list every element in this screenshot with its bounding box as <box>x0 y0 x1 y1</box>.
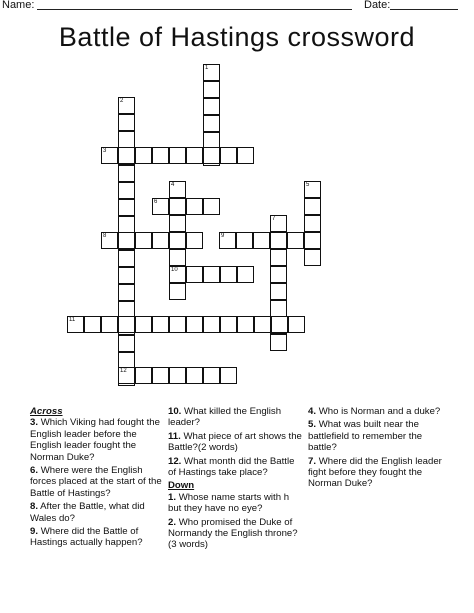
clue-item-number: 3. <box>30 417 39 429</box>
grid-cell[interactable] <box>186 147 203 164</box>
grid-cell[interactable] <box>270 232 287 249</box>
clue-item-text: What killed the English leader? <box>168 406 282 429</box>
grid-cell[interactable] <box>220 266 237 283</box>
grid-cell[interactable] <box>203 266 220 283</box>
grid-cell[interactable] <box>271 316 288 333</box>
clue-item <box>168 517 304 551</box>
grid-cell[interactable] <box>118 165 135 182</box>
grid-cell[interactable] <box>118 250 135 267</box>
clue-item-number: 11. <box>168 430 181 442</box>
grid-cell[interactable] <box>270 334 287 351</box>
clue-number: 4 <box>171 182 175 188</box>
grid-cell[interactable] <box>186 316 203 333</box>
grid-cell[interactable] <box>304 232 321 249</box>
grid-cell[interactable] <box>203 198 220 215</box>
down-heading: Down <box>168 480 195 492</box>
grid-cell[interactable] <box>237 266 254 283</box>
date-label: Date: <box>364 0 391 11</box>
clues-column-3 <box>308 406 446 492</box>
grid-cell[interactable] <box>118 367 135 384</box>
grid-cell[interactable] <box>288 316 305 333</box>
grid-cell[interactable] <box>169 266 186 283</box>
clue-number: 11 <box>69 317 76 323</box>
page-title: Battle of Hastings crossword <box>58 22 416 52</box>
grid-cell[interactable] <box>152 147 169 164</box>
grid-cell[interactable] <box>118 216 135 233</box>
grid-cell[interactable] <box>67 316 84 333</box>
across-heading: Across <box>30 406 63 417</box>
clue-item-number: 9. <box>30 526 39 538</box>
grid-cell[interactable] <box>304 198 321 215</box>
grid-cell[interactable] <box>118 335 135 352</box>
grid-cell[interactable] <box>203 147 220 164</box>
grid-cell[interactable] <box>287 232 304 249</box>
clue-item-text: What was built near the battlefield to remember the battle? <box>308 419 423 454</box>
grid-cell[interactable] <box>220 367 237 384</box>
grid-cell[interactable] <box>237 147 254 164</box>
grid-cell[interactable] <box>203 98 220 115</box>
grid-cell[interactable] <box>304 181 321 198</box>
clue-item-text: Where did the English leader fight before they fought the Norman Duke? <box>308 455 442 490</box>
grid-cell[interactable] <box>169 181 186 198</box>
clue-item <box>30 501 164 524</box>
grid-cell[interactable] <box>152 367 169 384</box>
grid-cell[interactable] <box>118 114 135 131</box>
clue-item <box>30 526 164 549</box>
grid-cell[interactable] <box>236 232 253 249</box>
grid-cell[interactable] <box>101 316 118 333</box>
clue-item <box>30 417 164 463</box>
clue-number: 9 <box>221 233 225 239</box>
grid-cell[interactable] <box>169 232 186 249</box>
grid-cell[interactable] <box>253 232 270 249</box>
grid-cell[interactable] <box>270 283 287 300</box>
grid-cell[interactable] <box>135 367 152 384</box>
grid-cell[interactable] <box>101 147 118 164</box>
clue-item <box>168 456 304 479</box>
grid-cell[interactable] <box>118 284 135 301</box>
clue-item-text: After the Battle, what did Wales do? <box>30 501 145 524</box>
grid-cell[interactable] <box>237 316 254 333</box>
grid-cell[interactable] <box>169 215 186 232</box>
grid-cell[interactable] <box>169 316 186 333</box>
grid-cell[interactable] <box>169 249 186 266</box>
clue-number: 6 <box>154 199 158 205</box>
clue-number: 2 <box>120 98 124 104</box>
clue-number: 3 <box>103 148 107 154</box>
clue-item-number: 12. <box>168 455 182 467</box>
clue-number: 1 <box>205 65 209 71</box>
clue-item-number: 6. <box>30 465 39 477</box>
clue-item <box>30 465 164 499</box>
grid-cell[interactable] <box>186 198 203 215</box>
grid-cell[interactable] <box>152 232 169 249</box>
grid-cell[interactable] <box>220 316 237 333</box>
grid-cell[interactable] <box>118 232 135 249</box>
clues-column-1 <box>30 406 164 551</box>
grid-cell[interactable] <box>118 131 135 148</box>
grid-cell[interactable] <box>169 283 186 300</box>
grid-cell[interactable] <box>101 232 118 249</box>
clue-item-number: 2. <box>168 516 177 528</box>
grid-cell[interactable] <box>186 266 203 283</box>
grid-cell[interactable] <box>270 215 287 232</box>
grid-cell[interactable] <box>118 147 135 164</box>
grid-cell[interactable] <box>203 81 220 98</box>
grid-cell[interactable] <box>152 198 169 215</box>
grid-cell[interactable] <box>203 316 220 333</box>
grid-cell[interactable] <box>304 215 321 232</box>
grid-cell[interactable] <box>219 232 236 249</box>
clue-number: 12 <box>120 368 127 374</box>
grid-cell[interactable] <box>203 367 220 384</box>
clue-item <box>168 492 304 515</box>
clues-column-2 <box>168 406 304 553</box>
grid-cell[interactable] <box>84 316 101 333</box>
clue-item-text: What piece of art shows the Battle?(2 words) <box>168 430 302 454</box>
grid-cell[interactable] <box>135 147 152 164</box>
clue-item-text: Who is Norman and a duke? <box>318 406 441 417</box>
grid-cell[interactable] <box>118 182 135 199</box>
grid-cell[interactable] <box>152 316 169 333</box>
grid-cell[interactable] <box>254 316 271 333</box>
clue-item-text: Where did the Battle of Hastings actually happen? <box>30 526 143 549</box>
clue-item-number: 1. <box>168 491 177 503</box>
grid-cell[interactable] <box>118 267 135 284</box>
grid-cell[interactable] <box>118 316 135 333</box>
name-label: Name: <box>2 0 35 11</box>
grid-cell[interactable] <box>186 232 203 249</box>
clue-item-text: Which Viking had fought the English leader before the English leader fought the Norman Duke? <box>30 417 160 463</box>
grid-cell[interactable] <box>203 64 220 81</box>
clue-number: 8 <box>103 233 107 239</box>
clue-number: 7 <box>272 216 276 222</box>
clue-number: 10 <box>171 267 178 273</box>
clue-item <box>168 406 304 429</box>
clue-number: 5 <box>306 182 310 188</box>
grid-cell[interactable] <box>135 316 152 333</box>
grid-cell[interactable] <box>118 199 135 216</box>
grid-cell[interactable] <box>118 97 135 114</box>
grid-cell[interactable] <box>203 115 220 132</box>
grid-cell[interactable] <box>270 300 287 317</box>
clue-item-number: 7. <box>308 455 317 467</box>
clue-item-text: What month did the Battle of Hastings take place? <box>168 455 295 479</box>
grid-cell[interactable] <box>169 147 186 164</box>
grid-cell[interactable] <box>169 367 186 384</box>
grid-cell[interactable] <box>186 367 203 384</box>
clue-item-number: 8. <box>30 501 39 513</box>
clue-item <box>308 419 446 453</box>
clue-item <box>308 456 446 490</box>
grid-cell[interactable] <box>270 266 287 283</box>
clue-item-text: Where were the English forces placed at the start of the Battle of Hastings? <box>30 465 162 499</box>
clue-item <box>168 431 304 454</box>
grid-cell[interactable] <box>220 147 237 164</box>
grid-cell[interactable] <box>135 232 152 249</box>
clue-item-text: Who promised the Duke of Normandy the English throne? (3 words) <box>168 516 298 551</box>
clue-item-number: 10. <box>168 406 182 417</box>
clue-item-number: 5. <box>308 419 317 431</box>
clue-item-text: Whose name starts with h but they have no eye? <box>168 491 290 515</box>
grid-cell[interactable] <box>270 249 287 266</box>
grid-cell[interactable] <box>304 249 321 266</box>
grid-cell[interactable] <box>169 198 186 215</box>
clue-item-number: 4. <box>308 406 317 417</box>
clue-item <box>308 406 446 417</box>
